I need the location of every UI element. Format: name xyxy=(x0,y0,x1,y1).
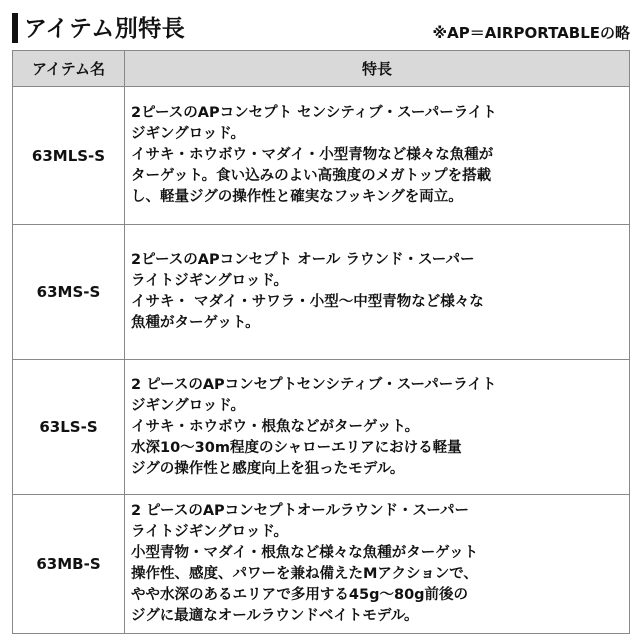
description-line: イサキ・ホウボウ・根魚などがターゲット。 xyxy=(131,418,420,435)
item-name: 63LS-S xyxy=(13,360,125,495)
header-features: 特長 xyxy=(125,51,630,87)
ap-note: ※AP＝AIRPORTABLEの略 xyxy=(432,24,630,42)
item-description xyxy=(125,225,630,360)
item-description xyxy=(125,87,630,225)
description-line: ジギングロッド。 xyxy=(131,397,245,414)
item-features-table xyxy=(12,50,630,634)
description-line: イサキ・ホウボウ・マダイ・小型青物など様々な魚種が xyxy=(131,147,494,163)
description-line: ジグの操作性と感度向上を狙ったモデル。 xyxy=(131,460,405,477)
table-header-row xyxy=(13,51,630,87)
table-row xyxy=(13,87,630,225)
description-line: ライトジギングロッド。 xyxy=(131,524,289,540)
description-line: ライトジギングロッド。 xyxy=(131,273,289,289)
header-item-name: アイテム名 xyxy=(13,51,125,87)
description-line: 2ピースのAPコンセプト オール ラウンド・スーパー xyxy=(131,252,475,268)
item-name: 63MLS-S xyxy=(13,87,125,225)
description-line: 2ピースのAPコンセプト センシティブ・スーパーライト xyxy=(131,105,497,121)
description-line: 操作性、感度、パワーを兼ね備えたMアクションで、 xyxy=(131,566,478,582)
description-line: 魚種がターゲット。 xyxy=(131,315,260,331)
item-name: 63MB-S xyxy=(13,495,125,634)
description-line: し、軽量ジグの操作性と確実なフッキングを両立。 xyxy=(131,189,463,205)
description-line: やや水深のあるエリアで多用する45g〜80g前後の xyxy=(131,587,469,603)
description-line: 2 ピースのAPコンセプトオールラウンド・スーパー xyxy=(131,503,470,519)
item-name: 63MS-S xyxy=(13,225,125,360)
description-line: イサキ・ マダイ・サワラ・小型〜中型青物など様々な xyxy=(131,294,484,310)
item-description xyxy=(125,360,630,495)
description-line: 小型青物・マダイ・根魚など様々な魚種がターゲット xyxy=(131,545,479,561)
page-title: アイテム別特長 xyxy=(24,16,186,42)
description-line: ジギングロッド。 xyxy=(131,126,245,142)
table-row xyxy=(13,495,630,634)
description-line: 2 ピースのAPコンセプトセンシティブ・スーパーライト xyxy=(131,376,497,393)
description-line: 水深10〜30m程度のシャローエリアにおける軽量 xyxy=(131,439,462,456)
title-accent-bar xyxy=(12,13,18,43)
description-line: ターゲット。食い込みのよい高強度のメガトップを搭載 xyxy=(131,168,492,184)
table-row xyxy=(13,360,630,495)
description-line: ジグに最適なオールラウンドベイトモデル。 xyxy=(131,608,419,624)
item-description xyxy=(125,495,630,634)
table-row xyxy=(13,225,630,360)
